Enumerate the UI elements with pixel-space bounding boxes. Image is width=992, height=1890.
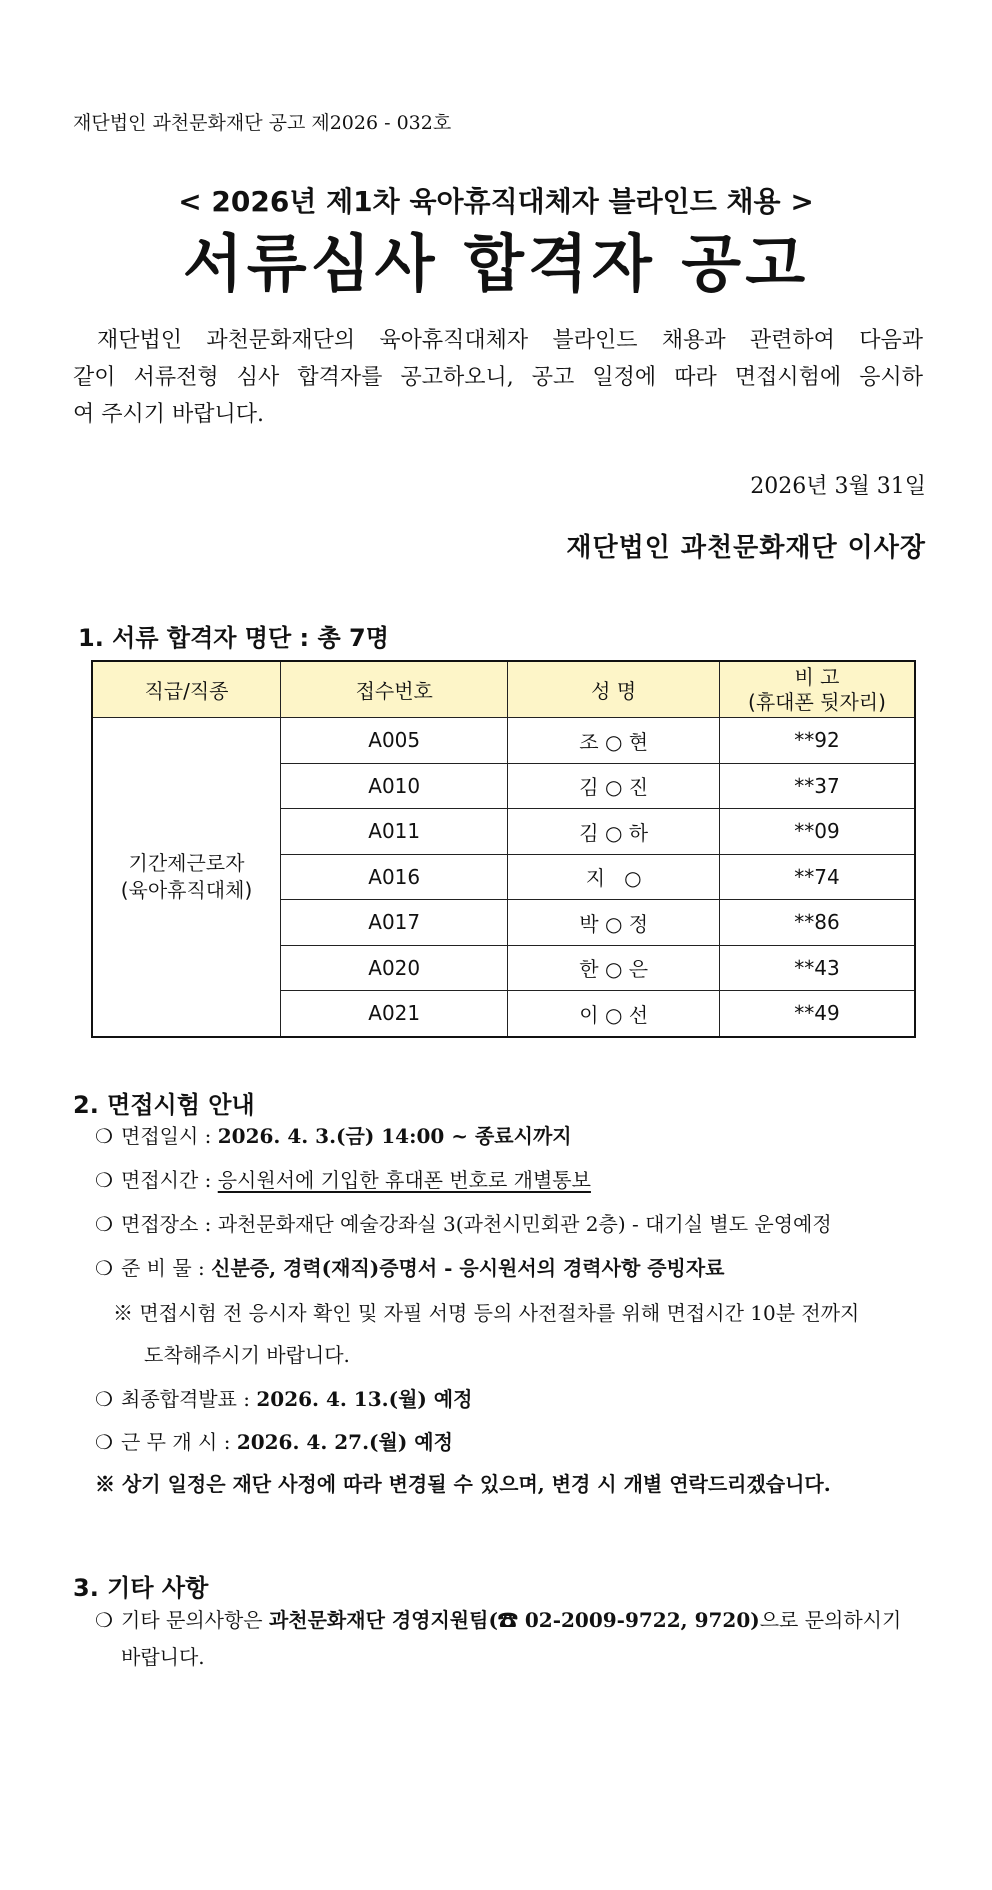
item-value: 2026. 4. 27.(월) 예정 [236,1430,453,1454]
contact-item-continued: 바랍니다. [121,1645,205,1669]
contact-text-prefix: 기타 문의사항은 [121,1608,269,1632]
schedule-warning: ※ 상기 일정은 재단 사정에 따라 변경될 수 있으며, 변경 시 개별 연락드리겠습니다. [95,1472,831,1496]
announcement-date: 2026년 3월 31일 [750,474,926,499]
bullet-icon: ❍ [95,1168,113,1192]
bullet-icon: ❍ [95,1430,113,1454]
receipt-number-cell: A021 [280,991,507,1037]
intro-line: 재단법인 과천문화재단의 육아휴직대체자 블라인드 채용과 관련하여 다음과 [97,328,923,353]
item-label: 준 비 물 : [121,1256,212,1280]
receipt-number-cell: A011 [280,809,507,855]
receipt-number-cell: A020 [280,945,507,991]
phone-cell: **92 [719,718,915,764]
name-cell: 김 ○ 하 [508,809,720,855]
contact-department: 과천문화재단 경영지원팀(☎ 02-2009-9722, 9720) [268,1608,760,1632]
interview-time-item [95,1164,591,1193]
phone-cell: **74 [719,854,915,900]
interview-place-item [95,1208,832,1237]
name-cell: 이 ○ 선 [508,991,720,1037]
name-cell: 한 ○ 은 [508,945,720,991]
name-cell: 조 ○ 현 [508,718,720,764]
interview-note: ※ 면접시험 전 응시자 확인 및 자필 서명 등의 사전절차를 위해 면접시간 10분 전까지 [113,1301,860,1325]
name-cell: 김 ○ 진 [508,763,720,809]
receipt-number-cell: A005 [280,718,507,764]
receipt-number-cell: A016 [280,854,507,900]
bullet-icon: ❍ [95,1608,113,1632]
announcement-subtitle: < 2026년 제1차 육아휴직대체자 블라인드 채용 > [178,185,814,218]
item-label: 면접장소 : [121,1212,218,1236]
item-value: 2026. 4. 3.(금) 14:00 ~ 종료시까지 [217,1124,572,1148]
column-header-name: 성 명 [508,661,720,718]
item-value: 과천문화재단 예술강좌실 3(과천시민회관 2층) - 대기실 별도 운영예정 [217,1212,832,1236]
phone-cell: **37 [719,763,915,809]
name-cell: 박 ○ 정 [508,900,720,946]
item-value: 신분증, 경력(재직)증명서 - 응시원서의 경력사항 증빙자료 [211,1256,725,1280]
receipt-number-cell: A017 [280,900,507,946]
column-header-remarks [719,661,915,718]
column-header-position: 직급/직종 [92,661,280,718]
interview-datetime-item [95,1120,572,1149]
remarks-sublabel: (휴대폰 뒷자리) [748,689,886,714]
interview-note-continued: 도착해주시기 바랍니다. [144,1343,350,1367]
contact-text-suffix: 으로 문의하시기 [759,1608,902,1632]
name-cell: 지 ○ [508,854,720,900]
item-value: 응시원서에 기입한 휴대폰 번호로 개별통보 [217,1168,591,1192]
applicant-table [91,660,916,1038]
phone-cell: **86 [719,900,915,946]
phone-cell: **09 [719,809,915,855]
interview-prep-item [95,1252,725,1281]
bullet-icon: ❍ [95,1256,113,1280]
item-label: 최종합격발표 : [121,1387,257,1411]
section-heading-applicants: 1. 서류 합격자 명단 : 총 7명 [78,624,389,652]
bullet-icon: ❍ [95,1124,113,1148]
table-header-row [92,661,915,718]
table-row [92,718,915,764]
section-heading-other: 3. 기타 사항 [73,1574,209,1602]
item-value: 2026. 4. 13.(월) 예정 [256,1387,473,1411]
position-cell [92,718,280,1037]
position-line: 기간제근로자 [128,850,245,875]
bullet-icon: ❍ [95,1212,113,1236]
intro-line: 같이 서류전형 심사 합격자를 공고하오니, 공고 일정에 따라 면접시험에 응시하 [73,365,923,390]
bullet-icon: ❍ [95,1387,113,1411]
column-header-receipt-number: 접수번호 [280,661,507,718]
document-number: 재단법인 과천문화재단 공고 제2026 - 032호 [73,112,452,134]
remarks-label: 비 고 [794,664,840,689]
organization-signature: 재단법인 과천문화재단 이사장 [566,533,926,563]
intro-line: 여 주시기 바랍니다. [73,402,264,427]
page-title: 서류심사 합격자 공고 [182,227,810,300]
work-start-item [95,1426,453,1455]
receipt-number-cell: A010 [280,763,507,809]
item-label: 면접일시 : [121,1124,218,1148]
intro-paragraph [73,322,923,433]
phone-cell: **49 [719,991,915,1037]
item-label: 근 무 개 시 : [121,1430,237,1454]
item-label: 면접시간 : [121,1168,218,1192]
final-announcement-item [95,1383,472,1412]
position-line: (육아휴직대체) [120,877,253,902]
contact-item [95,1604,901,1633]
section-heading-interview: 2. 면접시험 안내 [73,1091,255,1119]
phone-cell: **43 [719,945,915,991]
